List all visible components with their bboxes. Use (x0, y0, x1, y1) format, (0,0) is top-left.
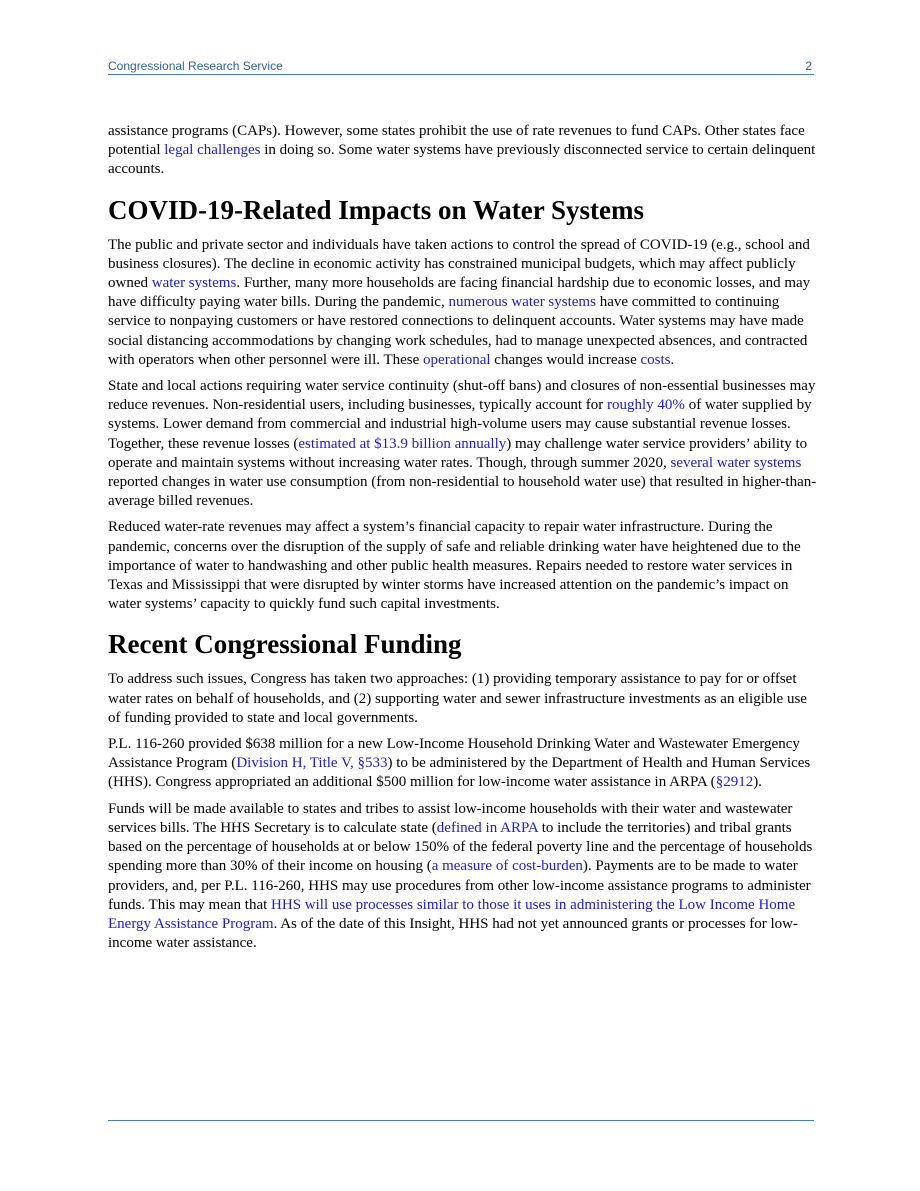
link-legal-challenges[interactable]: legal challenges (164, 142, 261, 159)
paragraph-covid-2: State and local actions requiring water service continuity (shut-off bans) and closures of non-essential businesses may reduce revenues. Non-residential users, including businesses, typically account for roughly 40% of water supplied by systems. Lower demand from commercial and industrial high-volume users may cause substantial revenue losses. Together, these revenue losses (estimated at $13.9 billion annually) may challenge water service providers’ ability to operate and maintain systems without increasing water rates. Though, through summer 2020, several water systems reported changes in water use consumption (from non-residential to household water use) that resulted in higher-than-average billed revenues. (108, 378, 817, 510)
paragraph-covid-3: Reduced water-rate revenues may affect a system’s financial capacity to repair water infrastructure. During the pandemic, concerns over the disruption of the supply of safe and reliable drinking water have heightened due to the importance of water to handwashing and other public health measures. Repairs needed to restore water services in Texas and Mississippi that were disrupted by winter storms have increased attention on the pandemic’s impact on water systems’ capacity to quickly fund such capital investments. (108, 519, 801, 613)
link-water-systems[interactable]: water systems (151, 275, 237, 292)
page-number: 2 (805, 59, 812, 73)
header-org: Congressional Research Service (108, 59, 283, 73)
heading-congressional-funding: Recent Congressional Funding (108, 629, 462, 660)
heading-covid-impacts: COVID-19-Related Impacts on Water Systems (108, 194, 644, 225)
footer-rule (108, 1120, 814, 1121)
paragraph-covid-1: The public and private sector and individuals have taken actions to control the spread of COVID-19 (e.g., school and business closures). The decline in economic activity has constrained municipal budgets, which may affect publicly owned water systems. Further, many more households are facing financial hardship due to economic losses, and may have difficulty paying water bills. During the pandemic, numerous water systems have committed to continuing service to nonpaying customers or have restored connections to delinquent accounts. Water systems may have made social distancing accommodations by changing work schedules, had to manage unexpected absences, and contracted with operators when other personnel were ill. These operational changes would increase costs. (108, 236, 811, 368)
paragraph-funding-2: P.L. 116-260 provided $638 million for a new Low-Income Household Drinking Water and Wastewater Emergency Assistance Program (Division H, Title V, §533) to be administered by the Department of Health and Human Services (HHS). Congress appropriated an additional $500 million for low-income water assistance in ARPA (§2912). (108, 736, 811, 791)
link-costs[interactable]: costs (640, 351, 671, 368)
link-roughly-40[interactable]: roughly 40% (607, 397, 685, 414)
document-body (108, 122, 820, 960)
paragraph-intro: assistance programs (CAPs). However, some states prohibit the use of rate revenues to fund CAPs. Other states face potential legal challenges in doing so. Some water systems have previously disconnected service to certain delinquent accounts. (108, 123, 816, 178)
link-defined-in-arpa[interactable]: defined in ARPA (436, 819, 538, 836)
link-numerous-water-systems[interactable]: numerous water systems (448, 294, 596, 311)
link-division-h[interactable]: Division H, Title V, §533 (236, 755, 388, 772)
page-header (108, 58, 814, 75)
link-cost-burden[interactable]: a measure of cost-burden (431, 858, 583, 875)
paragraph-funding-1: To address such issues, Congress has taken two approaches: (1) providing temporary assistance to pay for or offset water rates on behalf of households, and (2) supporting water and sewer infrastructure investments as an eligible use of funding provided to state and local governments. (108, 671, 807, 726)
link-section-2912[interactable]: §2912 (715, 774, 754, 791)
link-several-water-systems[interactable]: several water systems (670, 454, 802, 471)
link-hhs-liheap[interactable]: HHS will use processes similar to those it uses in administering the Low Income Home Energy Assistance Program (108, 896, 796, 932)
paragraph-funding-3: Funds will be made available to states and tribes to assist low-income households with their water and wastewater services bills. The HHS Secretary is to calculate state (defined in ARPA to include the territories) and tribal grants based on the percentage of households at or below 150% of the federal poverty line and the percentage of households spending more than 30% of their income on housing (a measure of cost-burden). Payments are to be made to water providers, and, per P.L. 116-260, HHS may use procedures from other low-income assistance programs to administer funds. This may mean that HHS will use processes similar to those it uses in administering the Low Income Home Energy Assistance Program. As of the date of this Insight, HHS had not yet announced grants or processes for low-income water assistance. (108, 800, 813, 952)
link-operational[interactable]: operational (423, 351, 491, 368)
link-estimated-revenue-loss[interactable]: estimated at $13.9 billion annually (298, 435, 507, 452)
